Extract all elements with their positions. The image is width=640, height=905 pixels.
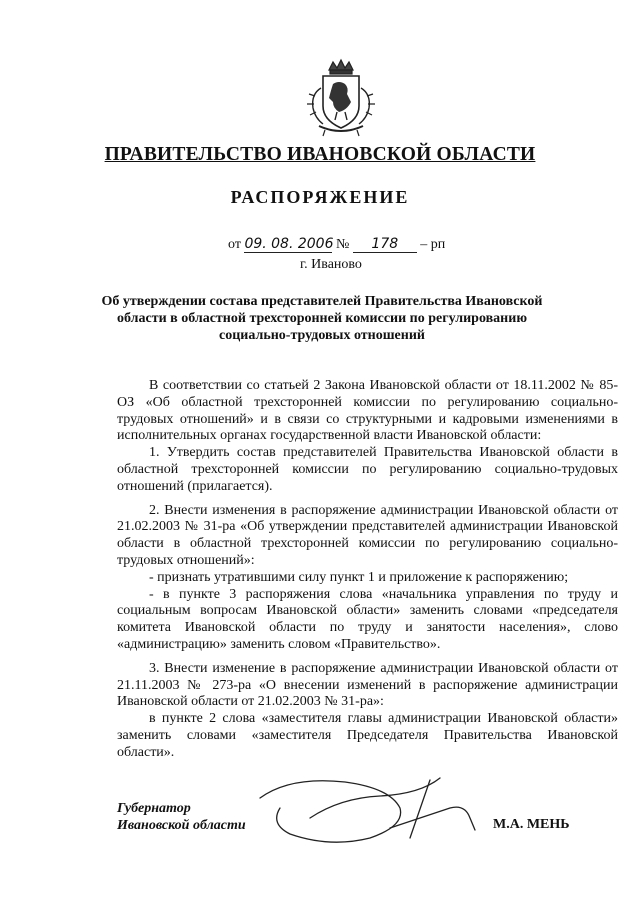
body-item-2-a: - признать утратившими силу пункт 1 и приложение к распоряжению;	[149, 569, 569, 585]
document-type: РАСПОРЯЖЕНИЕ	[230, 187, 410, 207]
body-item-1: 1. Утвердить состав представителей Правительства Ивановской области в областной трехсторонней комиссии по регулированию социально-трудовых отношений (прилагается).	[117, 445, 618, 494]
handwritten-signature	[250, 768, 490, 848]
body-item-2-b: - в пункте 3 распоряжения слова «начальника управления по труду и социальным вопросам Ивановской области» заменить словами «председателя комитета Ивановской области по труду и занятости населения», слово «администрацию» заменить словом «Правительство».	[117, 586, 618, 652]
city: г. Иваново	[300, 257, 362, 272]
body-item-3-a: в пункте 2 слова «заместителя главы администрации Ивановской области» заменить словами «заместителя Председателя Правительства Ивановской области».	[117, 711, 618, 760]
document-date: 09. 08. 2006	[244, 236, 334, 252]
signatory-position	[117, 800, 246, 834]
date-from-label: от	[228, 237, 241, 252]
number-suffix: – рп	[420, 237, 446, 252]
body-item-2: 2. Внести изменения в распоряжение администрации Ивановской области от 21.02.2003 № 31-ра «Об утверждении представителей администрации Ивановской области в областной трехсторонней комиссии по регулированию социально-трудовых отношений»:	[117, 502, 618, 568]
document-subject: Об утверждении состава представителей Правительства Ивановской области в областной трехсторонней комиссии по регулированию социально-трудовых отношений	[101, 294, 543, 343]
document-body	[117, 378, 618, 762]
body-item-3: 3. Внести изменение в распоряжение администрации Ивановской области от 21.11.2003 № 273-ра «О внесении изменений в распоряжение администрации Ивановской области от 21.02.2003 № 31-ра»:	[117, 660, 618, 710]
government-title: ПРАВИТЕЛЬСТВО ИВАНОВСКОЙ ОБЛАСТИ	[104, 144, 536, 165]
body-intro: В соответствии со статьей 2 Закона Ивановской области от 18.11.2002 № 85-ОЗ «Об областной трехсторонней комиссии по регулированию социально-трудовых отношений» и в связи со структурными и кадровыми изменениями в исполнительных органах государственной власти Ивановской области:	[117, 378, 618, 444]
signatory-position-line-2: Ивановской области	[117, 818, 246, 833]
signatory-position-line-1: Губернатор	[117, 801, 191, 816]
coat-of-arms-icon	[303, 58, 379, 138]
date-number-line	[228, 236, 445, 253]
number-label: №	[335, 237, 350, 252]
signatory-name: М.А. МЕНЬ	[493, 817, 570, 832]
document-number: 178	[353, 236, 417, 253]
